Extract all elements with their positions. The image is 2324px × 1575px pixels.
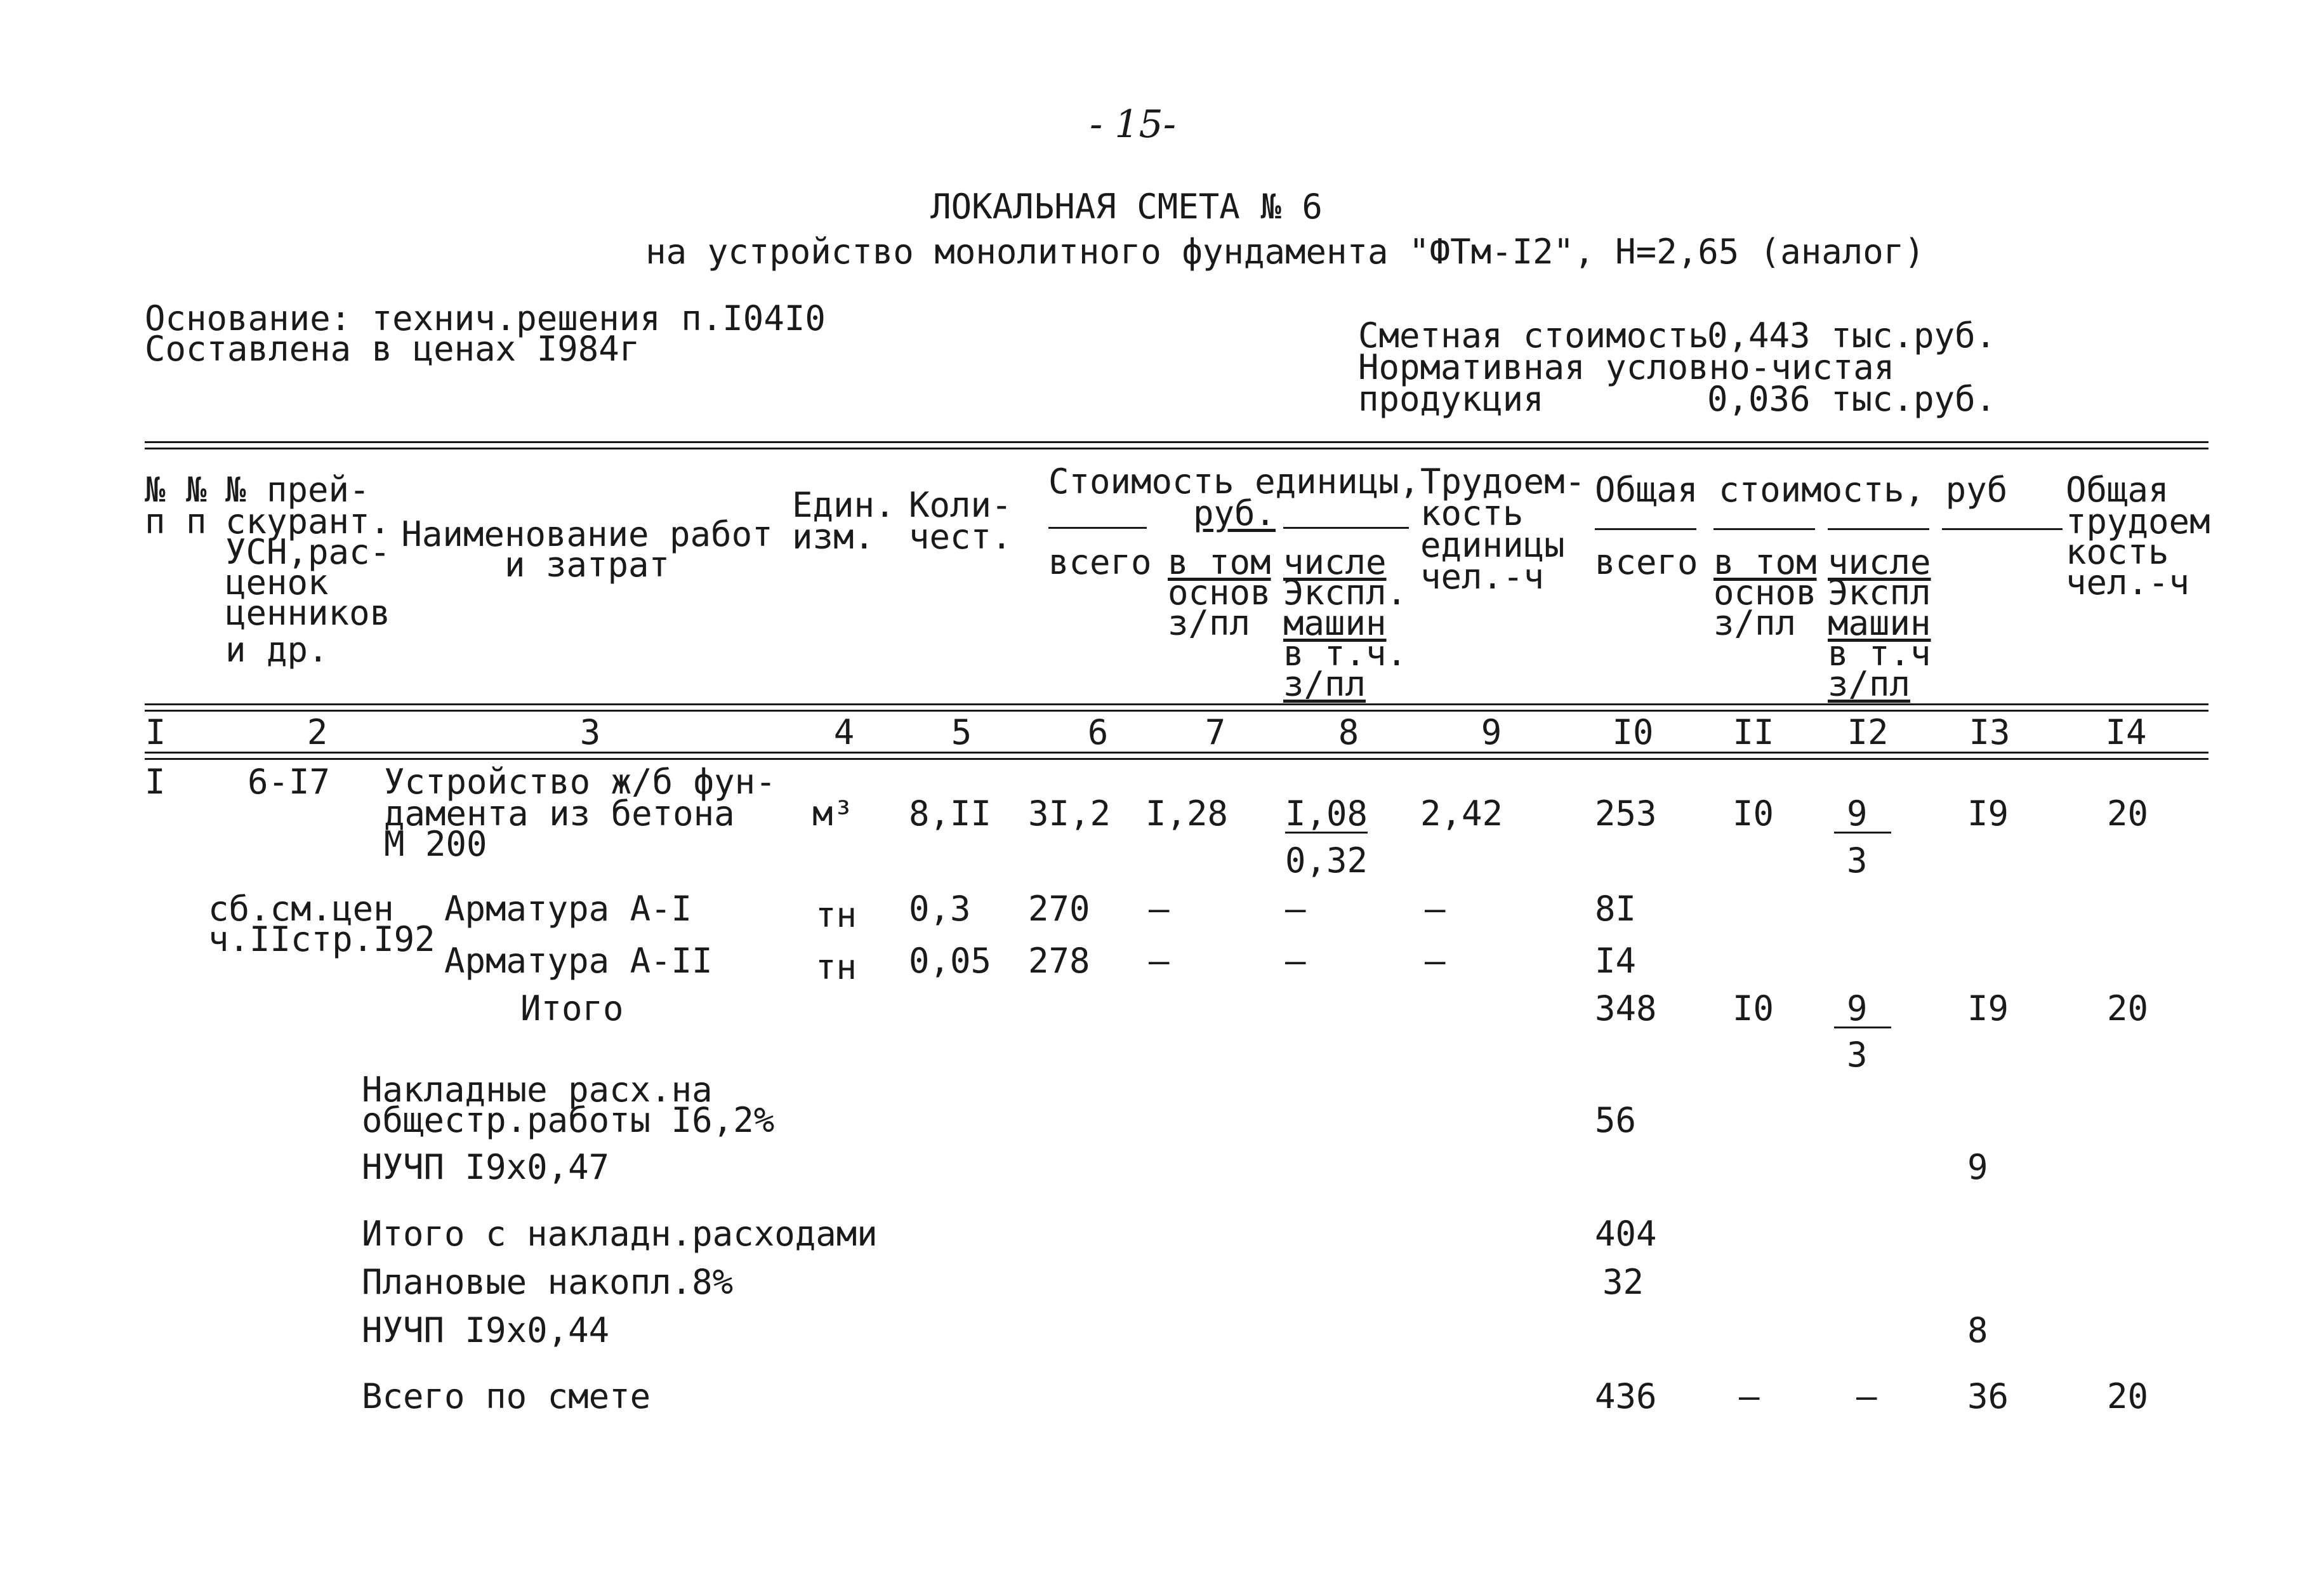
planned-savings-value: 32 — [1602, 1262, 1644, 1302]
header-total-cost: Общая стоимость, руб — [1595, 470, 2008, 510]
subtotal-label: Итого — [520, 988, 624, 1028]
grand-total-machines: – — [1856, 1376, 1877, 1416]
normative-label: Нормативная условно-чистая — [1358, 347, 1895, 387]
row-machines: I,08 — [1285, 794, 1368, 834]
row-total-labor: 20 — [2107, 794, 2149, 834]
fraction-bar — [1834, 832, 1891, 834]
row-machines: – — [1285, 889, 1306, 929]
row-base-pay: – — [1149, 941, 1170, 981]
row-name-3: М 200 — [384, 824, 487, 864]
col-number: 3 — [579, 712, 601, 752]
header-pricelist-2: скурант. — [225, 502, 391, 542]
col-number: 9 — [1481, 712, 1502, 752]
row-total-base-pay: I0 — [1733, 794, 1774, 834]
header-dash — [1595, 528, 1696, 530]
row-qty: 0,3 — [909, 889, 971, 929]
header-machines-12b: машин — [1828, 603, 1931, 643]
header-total-labor-1: Общая — [2066, 470, 2169, 510]
nuchp-value: 9 — [1967, 1147, 1988, 1187]
header-labor-unit-3: единицы — [1420, 525, 1565, 565]
header-dash — [1828, 528, 1929, 530]
col-number: II — [1733, 712, 1774, 752]
row-total-machines: 9 — [1847, 794, 1868, 834]
overhead-label-2: общестр.работы I6,2% — [362, 1100, 775, 1140]
subtotal-nuchp: I9 — [1967, 988, 2009, 1028]
header-incl-8: числе — [1283, 542, 1387, 582]
subtotal-base-pay: I0 — [1733, 988, 1774, 1028]
header-machines-8: Экспл. — [1283, 573, 1408, 613]
header-machines-12: Экспл — [1828, 573, 1931, 613]
table-top-rule — [145, 441, 2208, 449]
row-unit: м³ — [812, 794, 854, 834]
header-base-pay-11: основ — [1713, 573, 1817, 613]
header-num-2: п п — [145, 502, 207, 542]
header-unit-1: Един. — [792, 485, 895, 525]
header-pricelist-4: ценок — [225, 562, 329, 602]
row-machines-pay: 0,32 — [1285, 841, 1368, 881]
header-total-labor-2: трудоем — [2066, 502, 2210, 542]
prices-year-text: Составлена в ценах I984г — [145, 329, 640, 369]
header-work-name-2: и затрат — [504, 545, 670, 585]
subtotal-machines-pay: 3 — [1847, 1035, 1868, 1075]
subtotal-total: 348 — [1595, 988, 1657, 1028]
grand-total-labor: 20 — [2107, 1376, 2149, 1416]
row-unit: тн — [815, 947, 857, 987]
header-pricelist-6: и др. — [225, 630, 329, 670]
row-total: 8I — [1595, 889, 1637, 929]
normative-value: 0,036 тыс.руб. — [1707, 379, 1997, 419]
header-dash — [1713, 528, 1815, 530]
page-number: - 15- — [1090, 102, 1176, 147]
header-total-6: всего — [1048, 542, 1152, 582]
row-labor-unit: – — [1425, 889, 1446, 929]
estimated-cost-label: Сметная стоимость — [1358, 316, 1709, 356]
header-qty-2: чест. — [909, 517, 1012, 557]
header-incl-7: в том — [1168, 542, 1271, 582]
row-labor-unit: 2,42 — [1420, 794, 1503, 834]
row-base-pay: I,28 — [1145, 794, 1229, 834]
row-total: 253 — [1595, 794, 1657, 834]
col-number: 2 — [307, 712, 328, 752]
row-name-2: дамента из бетона — [384, 794, 735, 834]
total-with-overhead-label: Итого с накладн.расходами — [362, 1214, 878, 1254]
header-machines-12d: з/пл — [1828, 664, 1911, 704]
header-dash — [1942, 528, 2063, 530]
col-number: I4 — [2105, 712, 2147, 752]
header-labor-unit-2: кость — [1420, 493, 1524, 533]
column-numbers-rule — [145, 752, 2208, 760]
header-pricelist-1: № прей- — [225, 470, 370, 510]
basis-text: Основание: технич.решения п.I04I0 — [145, 298, 826, 338]
header-dash — [1048, 527, 1147, 529]
subtotal-machines: 9 — [1847, 988, 1868, 1028]
header-machines-12c: в т.ч — [1828, 634, 1931, 674]
header-pricelist-5: ценников — [225, 593, 391, 633]
header-bottom-rule — [145, 703, 2208, 712]
row-unit-cost: 270 — [1028, 889, 1090, 929]
planned-savings-label: Плановые накопл.8% — [362, 1262, 734, 1302]
subtotal-labor: 20 — [2107, 988, 2149, 1028]
col-number: I3 — [1969, 712, 2010, 752]
grand-total-value: 436 — [1595, 1376, 1657, 1416]
header-total-labor-3: кость — [2066, 532, 2169, 572]
row-base-pay: – — [1149, 889, 1170, 929]
col-number: 7 — [1205, 712, 1226, 752]
header-incl-12: числе — [1828, 542, 1931, 582]
document-title: ЛОКАЛЬНАЯ СМЕТА № 6 — [930, 187, 1323, 227]
nuchp-value: 8 — [1967, 1310, 1988, 1350]
col-number: 8 — [1338, 712, 1359, 752]
col-number: 5 — [951, 712, 972, 752]
total-with-overhead-value: 404 — [1595, 1214, 1657, 1254]
overhead-label: Накладные расх.на — [362, 1070, 713, 1110]
header-labor-unit-4: чел.-ч — [1420, 557, 1545, 597]
header-pricelist-3: УСН,рас- — [225, 532, 391, 572]
row-qty: 8,II — [909, 794, 992, 834]
row-unit-cost: 3I,2 — [1028, 794, 1111, 834]
header-base-pay-11b: з/пл — [1713, 603, 1797, 643]
header-base-pay-7b: з/пл — [1168, 603, 1251, 643]
header-qty-1: Коли- — [909, 485, 1012, 525]
row-total-machines-pay: 3 — [1847, 841, 1868, 881]
grand-total-base-pay: – — [1739, 1376, 1760, 1416]
header-incl-11: в том — [1713, 542, 1817, 582]
col-number: I2 — [1847, 712, 1889, 752]
header-unit-cost: Стоимость единицы, — [1048, 462, 1420, 502]
row-qty: 0,05 — [909, 941, 992, 981]
nuchp-label: НУЧП I9х0,44 — [362, 1310, 610, 1350]
row-name: Арматура А-II — [444, 941, 713, 981]
grand-total-nuchp: 36 — [1967, 1376, 2009, 1416]
overhead-total: 56 — [1595, 1100, 1637, 1140]
col-number: 6 — [1087, 712, 1109, 752]
col-number: 4 — [833, 712, 855, 752]
header-machines-8c: в т.ч. — [1283, 634, 1408, 674]
header-work-name-1: Наименование работ — [401, 514, 773, 554]
document-subtitle: на устройство монолитного фундамента "ФТм-I2", Н=2,65 (аналог) — [645, 232, 1925, 272]
grand-total-label: Всего по смете — [362, 1376, 651, 1416]
material-source: сб.см.цен — [208, 889, 394, 929]
header-unit-cost-rub: руб. — [1193, 493, 1276, 533]
nuchp-label: НУЧП I9х0,47 — [362, 1147, 610, 1187]
row-labor-unit: – — [1425, 941, 1446, 981]
row-nuchp: I9 — [1967, 794, 2009, 834]
header-total-labor-4: чел.-ч — [2066, 562, 2190, 602]
header-dash — [1283, 527, 1409, 529]
fraction-bar — [1834, 1027, 1891, 1028]
header-unit-2: изм. — [792, 517, 875, 557]
header-base-pay-7: основ — [1168, 573, 1271, 613]
header-labor-unit-1: Трудоем- — [1420, 462, 1586, 502]
header-machines-8b: машин — [1283, 603, 1387, 643]
fraction-bar — [1285, 832, 1368, 834]
header-total-10: всего — [1595, 542, 1698, 582]
row-machines: – — [1285, 941, 1306, 981]
normative-label-2: продукция — [1358, 379, 1544, 419]
material-source-2: ч.IIстр.I92 — [208, 919, 435, 959]
header-num-1: № № — [145, 470, 207, 510]
row-name: Арматура А-I — [444, 889, 692, 929]
col-number: I0 — [1612, 712, 1654, 752]
row-unit: тн — [815, 895, 857, 935]
col-number: I — [145, 712, 166, 752]
row-unit-cost: 278 — [1028, 941, 1090, 981]
row-number: I — [145, 762, 166, 802]
row-code: 6-I7 — [248, 762, 331, 802]
estimated-cost-value: 0,443 тыс.руб. — [1707, 316, 1997, 356]
row-total: I4 — [1595, 941, 1637, 981]
row-name: Устройство ж/б фун- — [384, 762, 776, 802]
header-machines-8d: з/пл — [1283, 664, 1366, 704]
